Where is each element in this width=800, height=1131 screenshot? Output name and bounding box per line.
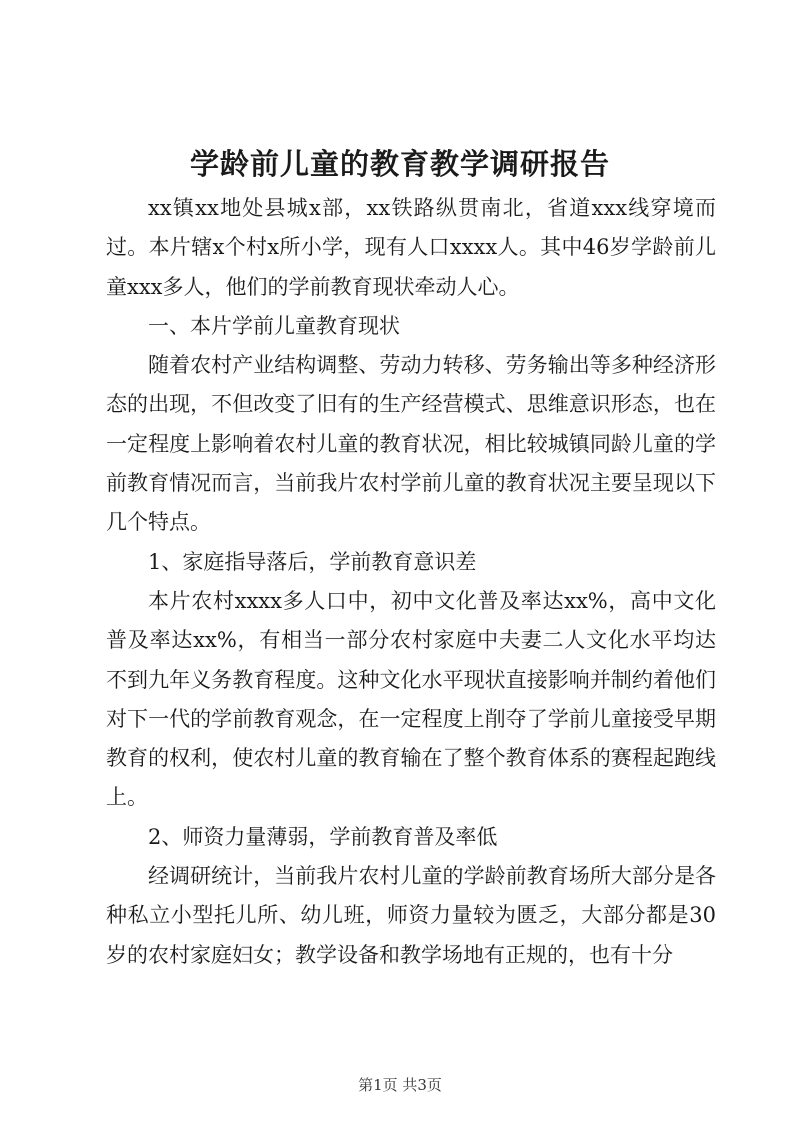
paragraph-intro: xx镇xx地处县城x部，xx铁路纵贯南北，省道xxx线穿境而过。本片辖x个村x所小学，现有人口xxxx人。其中46岁学龄前儿童xxx多人，他们的学前教育现状牵动人心。 (106, 196, 716, 299)
paragraph-context: 随着农村产业结构调整、劳动力转移、劳务输出等多种经济形态的出现，不但改变了旧有的生产经营模式、思维意识形态，也在一定程度上影响着农村儿童的教育状况，相比较城镇同龄儿童的学前教育情况而言，当前我片农村学前儿童的教育状况主要呈现以下几个特点。 (106, 353, 716, 535)
paragraph-teaching-staff: 经调研统计，当前我片农村儿童的学龄前教育场所大部分是各种私立小型托儿所、幼儿班，师资力量较为匮乏，大部分都是30岁的农村家庭妇女；教学设备和教学场地有正规的，也有十分 (106, 864, 716, 967)
subheading-teaching-staff: 2、师资力量薄弱，学前教育普及率低 (148, 824, 498, 849)
section-heading-1: 一、本片学前儿童教育现状 (148, 313, 400, 338)
paragraph-family-guidance: 本片农村xxxx多人口中，初中文化普及率达xx%，高中文化普及率达xx%，有相当一部分农村家庭中夫妻二人文化水平均达不到九年义务教育程度。这种文化水平现状直接影响并制约着他们对下一代的学前教育观念，在一定程度上削夺了学前儿童接受早期教育的权利，使农村儿童的教育输在了整个教育体系的赛程起跑线上。 (106, 588, 716, 810)
subheading-family-guidance: 1、家庭指导落后，学前教育意识差 (148, 549, 477, 574)
page-number-footer: 第1页 共3页 (358, 1076, 442, 1094)
document-title: 学龄前儿童的教育教学调研报告 (189, 147, 610, 181)
document-body (106, 189, 716, 975)
